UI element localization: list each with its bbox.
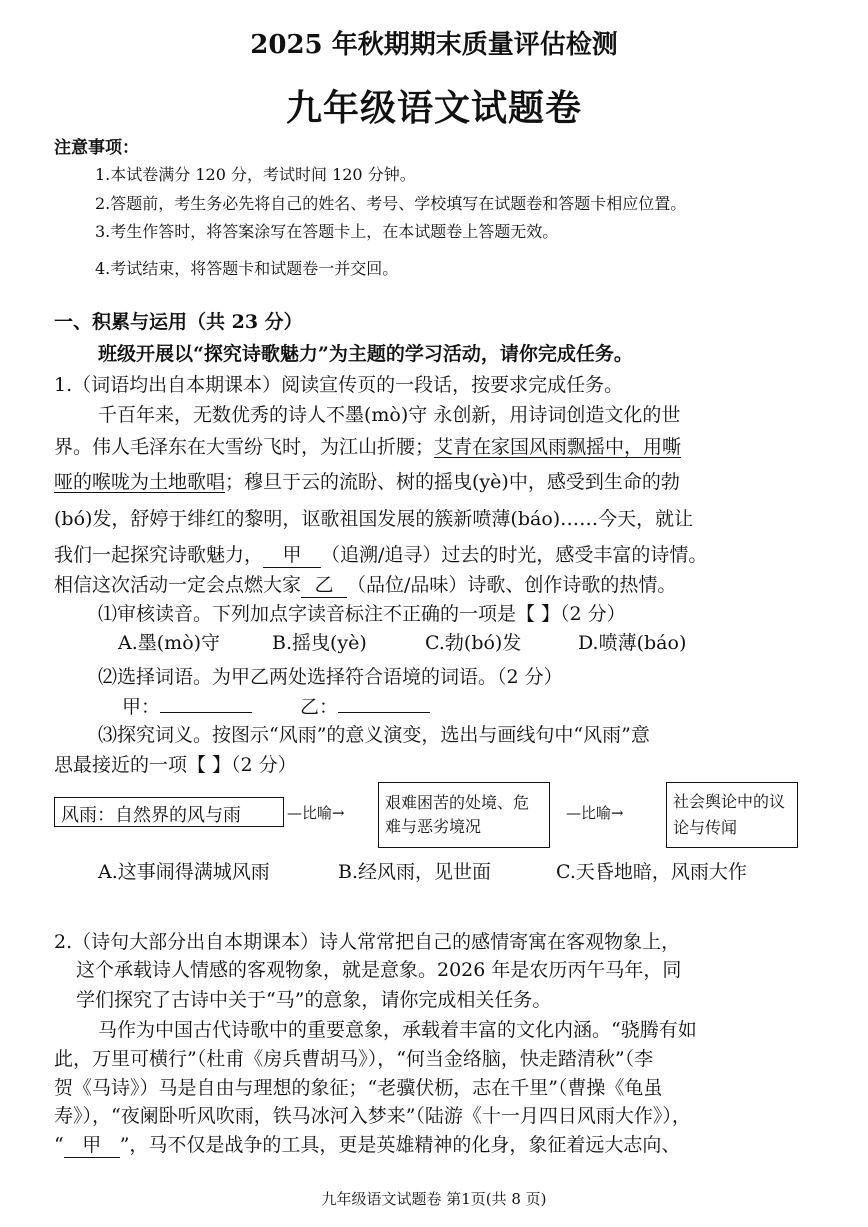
q1-passage-text: ；穆旦于云的流盼、树的摇曳(yè)中，感受到生命的勃 <box>225 471 680 493</box>
q1-passage-line <box>54 540 707 568</box>
blank-yi: 乙 <box>301 570 347 598</box>
notice-title: 注意事项： <box>54 138 139 158</box>
q1-sub3: ⑶探究词义。按图示“风雨”的意义演变，选出与画线句中“风雨”意 <box>98 724 650 746</box>
diagram-box-literal: 风雨：自然界的风与雨 <box>54 797 284 827</box>
exam-subtitle: 九年级语文试题卷 <box>285 87 582 129</box>
q1-sub1-option: D.喷薄(báo) <box>578 632 687 654</box>
q2-passage-line <box>54 1130 680 1158</box>
q1-passage-text: 我们一起探究诗歌魅力， <box>54 544 264 566</box>
q2-passage-text: ”，马不仅是战争的工具，更是英雄精神的化身，象征着远大志向、 <box>119 1134 681 1156</box>
q2-stem: 2.（诗句大部分出自本期课本）诗人常常把自己的感情寄寓在客观物象上， <box>54 931 681 953</box>
q1-passage-line <box>54 570 676 598</box>
answer-blank-yi[interactable] <box>338 712 430 713</box>
section-heading: 一、积累与运用（共 23 分） <box>54 311 303 333</box>
diagram-box-figurative-1: 艰难困苦的处境、危难与恶劣境况 <box>378 782 550 848</box>
notice-item: 1.本试卷满分 120 分，考试时间 120 分钟。 <box>95 165 416 184</box>
answer-label-yi: 乙： <box>300 696 339 718</box>
q1-stem: 1.（词语均出自本期课本）阅读宣传页的一段话，按要求完成任务。 <box>54 374 624 396</box>
page-footer: 九年级语文试题卷 第1页(共 8 页) <box>321 1190 547 1208</box>
q2-stem: 这个承载诗人情感的客观物象，就是意象。2026 年是农历丙午马年，同 <box>76 959 682 981</box>
q1-sub1-option: A.墨(mò)守 <box>118 632 221 654</box>
q1-sub2-answer-yi <box>300 692 430 719</box>
exam-title: 2025 年秋期期末质量评估检测 <box>250 30 618 60</box>
q2-passage-line: 此，万里可横行”（杜甫《房兵曹胡马》），“何当金络脑，快走踏清秋”（李 <box>54 1048 654 1070</box>
q1-sub3-option: B.经风雨，见世面 <box>338 861 492 883</box>
q1-passage-line: 千百年来，无数优秀的诗人不墨(mò)守 永创新，用诗词创造文化的世 <box>98 404 681 426</box>
diagram-arrow: —比喻→ <box>287 804 345 822</box>
q1-passage-text: （追溯/追寻）过去的时光，感受丰富的诗情。 <box>321 544 708 566</box>
diagram-arrow: —比喻→ <box>566 804 624 822</box>
notice-item: 2.答题前，考生务必先将自己的姓名、考号、学校填写在试题卷和答题卡相应位置。 <box>95 194 687 213</box>
q1-sub2-answer-jia <box>122 692 252 719</box>
q1-passage-text: 界。伟人毛泽东在大雪纷飞时，为江山折腰； <box>54 436 435 458</box>
q1-passage-line: (bó)发，舒婷于绯红的黎明，讴歌祖国发展的簇新喷薄(báo)……今天，就让 <box>54 508 694 530</box>
q1-underlined-sentence: 艾青在家国风雨飘摇中，用嘶 <box>434 436 682 458</box>
answer-label-jia: 甲： <box>122 696 161 718</box>
q2-passage-line: 寿》），“夜阑卧听风吹雨，铁马冰河入梦来”（陆游《十一月四日风雨大作》）， <box>54 1105 691 1127</box>
q1-passage-line <box>54 467 680 494</box>
q1-sub3: 思最接近的一项【 】（2 分） <box>54 754 297 776</box>
q1-passage-text: （品位/品味）诗歌、创作诗歌的热情。 <box>347 574 677 596</box>
q1-passage-line <box>54 432 681 459</box>
open-quote: “ <box>54 1134 64 1156</box>
blank-jia-q2: 甲 <box>64 1130 120 1158</box>
notice-item: 4.考试结束，将答题卡和试题卷一并交回。 <box>95 259 399 278</box>
q1-sub1: ⑴审核读音。下列加点字读音标注不正确的一项是【 】（2 分） <box>98 603 626 625</box>
q1-sub1-option: B.摇曳(yè) <box>272 632 367 654</box>
q1-sub2: ⑵选择词语。为甲乙两处选择符合语境的词语。（2 分） <box>98 666 563 688</box>
q1-sub1-option: C.勃(bó)发 <box>425 632 522 654</box>
diagram-box-figurative-2: 社会舆论中的议论与传闻 <box>666 782 798 848</box>
q2-passage-line: 贺《马诗》）马是自由与理想的象征；“老骥伏枥，志在千里”（曹操《龟虽 <box>54 1077 663 1099</box>
q1-underlined-sentence: 哑的喉咙为土地歌唱 <box>54 471 226 493</box>
blank-jia: 甲 <box>263 540 321 568</box>
q1-sub3-option: C.天昏地暗，风雨大作 <box>556 861 747 883</box>
notice-item: 3.考生作答时，将答案涂写在答题卡上，在本试题卷上答题无效。 <box>95 222 559 241</box>
q2-passage-line: 马作为中国古代诗歌中的重要意象，承载着丰富的文化内涵。“骁腾有如 <box>98 1019 697 1041</box>
q2-stem: 学们探究了古诗中关于“马”的意象，请你完成相关任务。 <box>76 989 552 1011</box>
section-intro: 班级开展以“探究诗歌魅力”为主题的学习活动，请你完成任务。 <box>98 343 633 365</box>
q1-sub3-option: A.这事闹得满城风雨 <box>98 861 270 883</box>
answer-blank-jia[interactable] <box>160 712 252 713</box>
q1-passage-text: 相信这次活动一定会点燃大家 <box>54 574 302 596</box>
